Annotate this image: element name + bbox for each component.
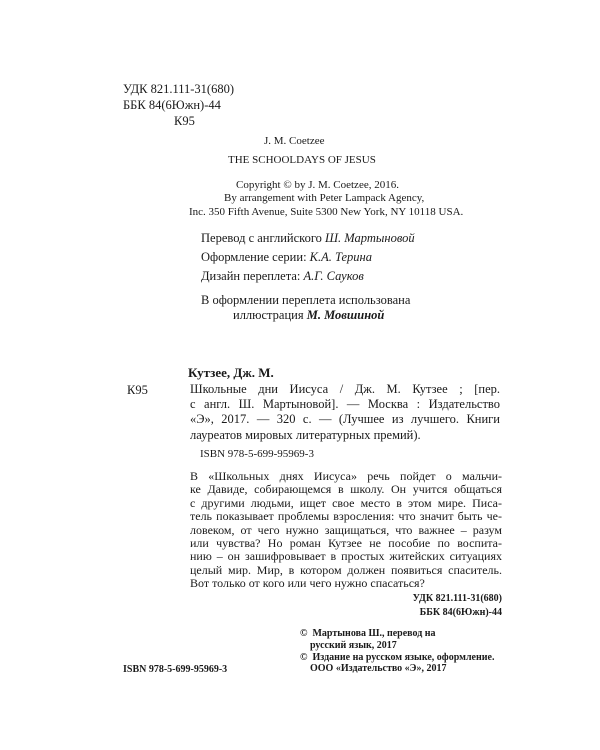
illustration-line: В оформлении переплета использована [201, 293, 411, 307]
bib-line: лауреатов мировых литературных премий). [190, 427, 421, 442]
illustration-label: иллюстрация [233, 308, 307, 322]
author-mark: К95 [174, 114, 195, 128]
original-author: J. M. Coetzee [264, 135, 325, 147]
copyright-notice-line: © Издание на русском языке, оформление. [300, 651, 495, 663]
credit-name: К.А. Терина [309, 250, 372, 264]
bib-line: Школьные дни Иисуса / Дж. М. Кутзее ; [пер. [190, 382, 500, 396]
annotation-line: целый мир. Мир, в котором должен появиться спаситель. [190, 562, 502, 577]
copyright-notices [300, 628, 494, 675]
credit-series-design [201, 250, 372, 265]
credit-cover-design [201, 269, 364, 284]
illustration-line [233, 308, 384, 323]
illustration-name: М. Мовшиной [306, 308, 385, 322]
udk-code: УДК 821.111-31(680) [123, 82, 235, 96]
copyright-notice-line: русский язык, 2017 [300, 639, 397, 651]
bib-line: с англ. Ш. Мартыновой]. — Москва : Издательство [190, 397, 500, 412]
bbk-code: ББК 84(6Южн)-44 [123, 98, 221, 112]
credit-label: Дизайн переплета: [201, 269, 304, 283]
copyright-line: By arrangement with Peter Lampack Agency, [224, 192, 425, 204]
bib-heading: Кутзее, Дж. М. [188, 365, 274, 380]
annotation-line: или чувства? Но роман Кутзее не пособие по воспита- [190, 535, 502, 550]
credit-name: Ш. Мартыновой [325, 231, 415, 245]
original-title: THE SCHOOLDAYS OF JESUS [228, 154, 376, 166]
copyright-line: Inc. 350 Fifth Avenue, Suite 5300 New York, NY 10118 USA. [189, 206, 464, 218]
annotation-line: В «Школьных днях Иисуса» речь пойдет о мальчи- [190, 469, 502, 483]
annotation-line: ловеком, от чего нужно защищаться, что важнее – разум [190, 522, 502, 537]
bib-author-mark: К95 [127, 383, 148, 397]
credit-translation [201, 231, 415, 246]
copyright-notice-line: ООО «Издательство «Э», 2017 [300, 663, 447, 675]
footer-bbk: ББК 84(6Южн)-44 [419, 607, 502, 618]
isbn-bottom: ISBN 978-5-699-95969-3 [123, 664, 228, 675]
annotation-line: с другими людьми, ищет свое место в этом мире. Писа- [190, 495, 502, 510]
annotation-line: ке Давиде, собирающемся в школу. Он учится общаться [190, 482, 502, 497]
footer-udk: УДК 821.111-31(680) [412, 593, 502, 604]
annotation-line: тель показывает проблемы взросления: что значит быть че- [190, 509, 502, 524]
annotation [190, 470, 502, 591]
copyright-notice-line: © Мартынова Ш., перевод на [300, 628, 436, 639]
bib-isbn: ISBN 978-5-699-95969-3 [200, 448, 314, 460]
annotation-line: Вот только от кого или чего нужно спасаться? [190, 576, 425, 591]
annotation-line: нию – он зашифровывает в простых житейских ситуациях [190, 549, 502, 564]
credit-label: Перевод с английского [201, 231, 326, 245]
bib-line: «Э», 2017. — 320 с. — (Лучшее из лучшего. Книги [190, 412, 500, 427]
copyright-line: Copyright © by J. M. Coetzee, 2016. [236, 179, 399, 191]
bib-description [190, 382, 500, 443]
credit-name: А.Г. Сауков [303, 269, 364, 283]
credit-label: Оформление серии: [201, 250, 310, 264]
